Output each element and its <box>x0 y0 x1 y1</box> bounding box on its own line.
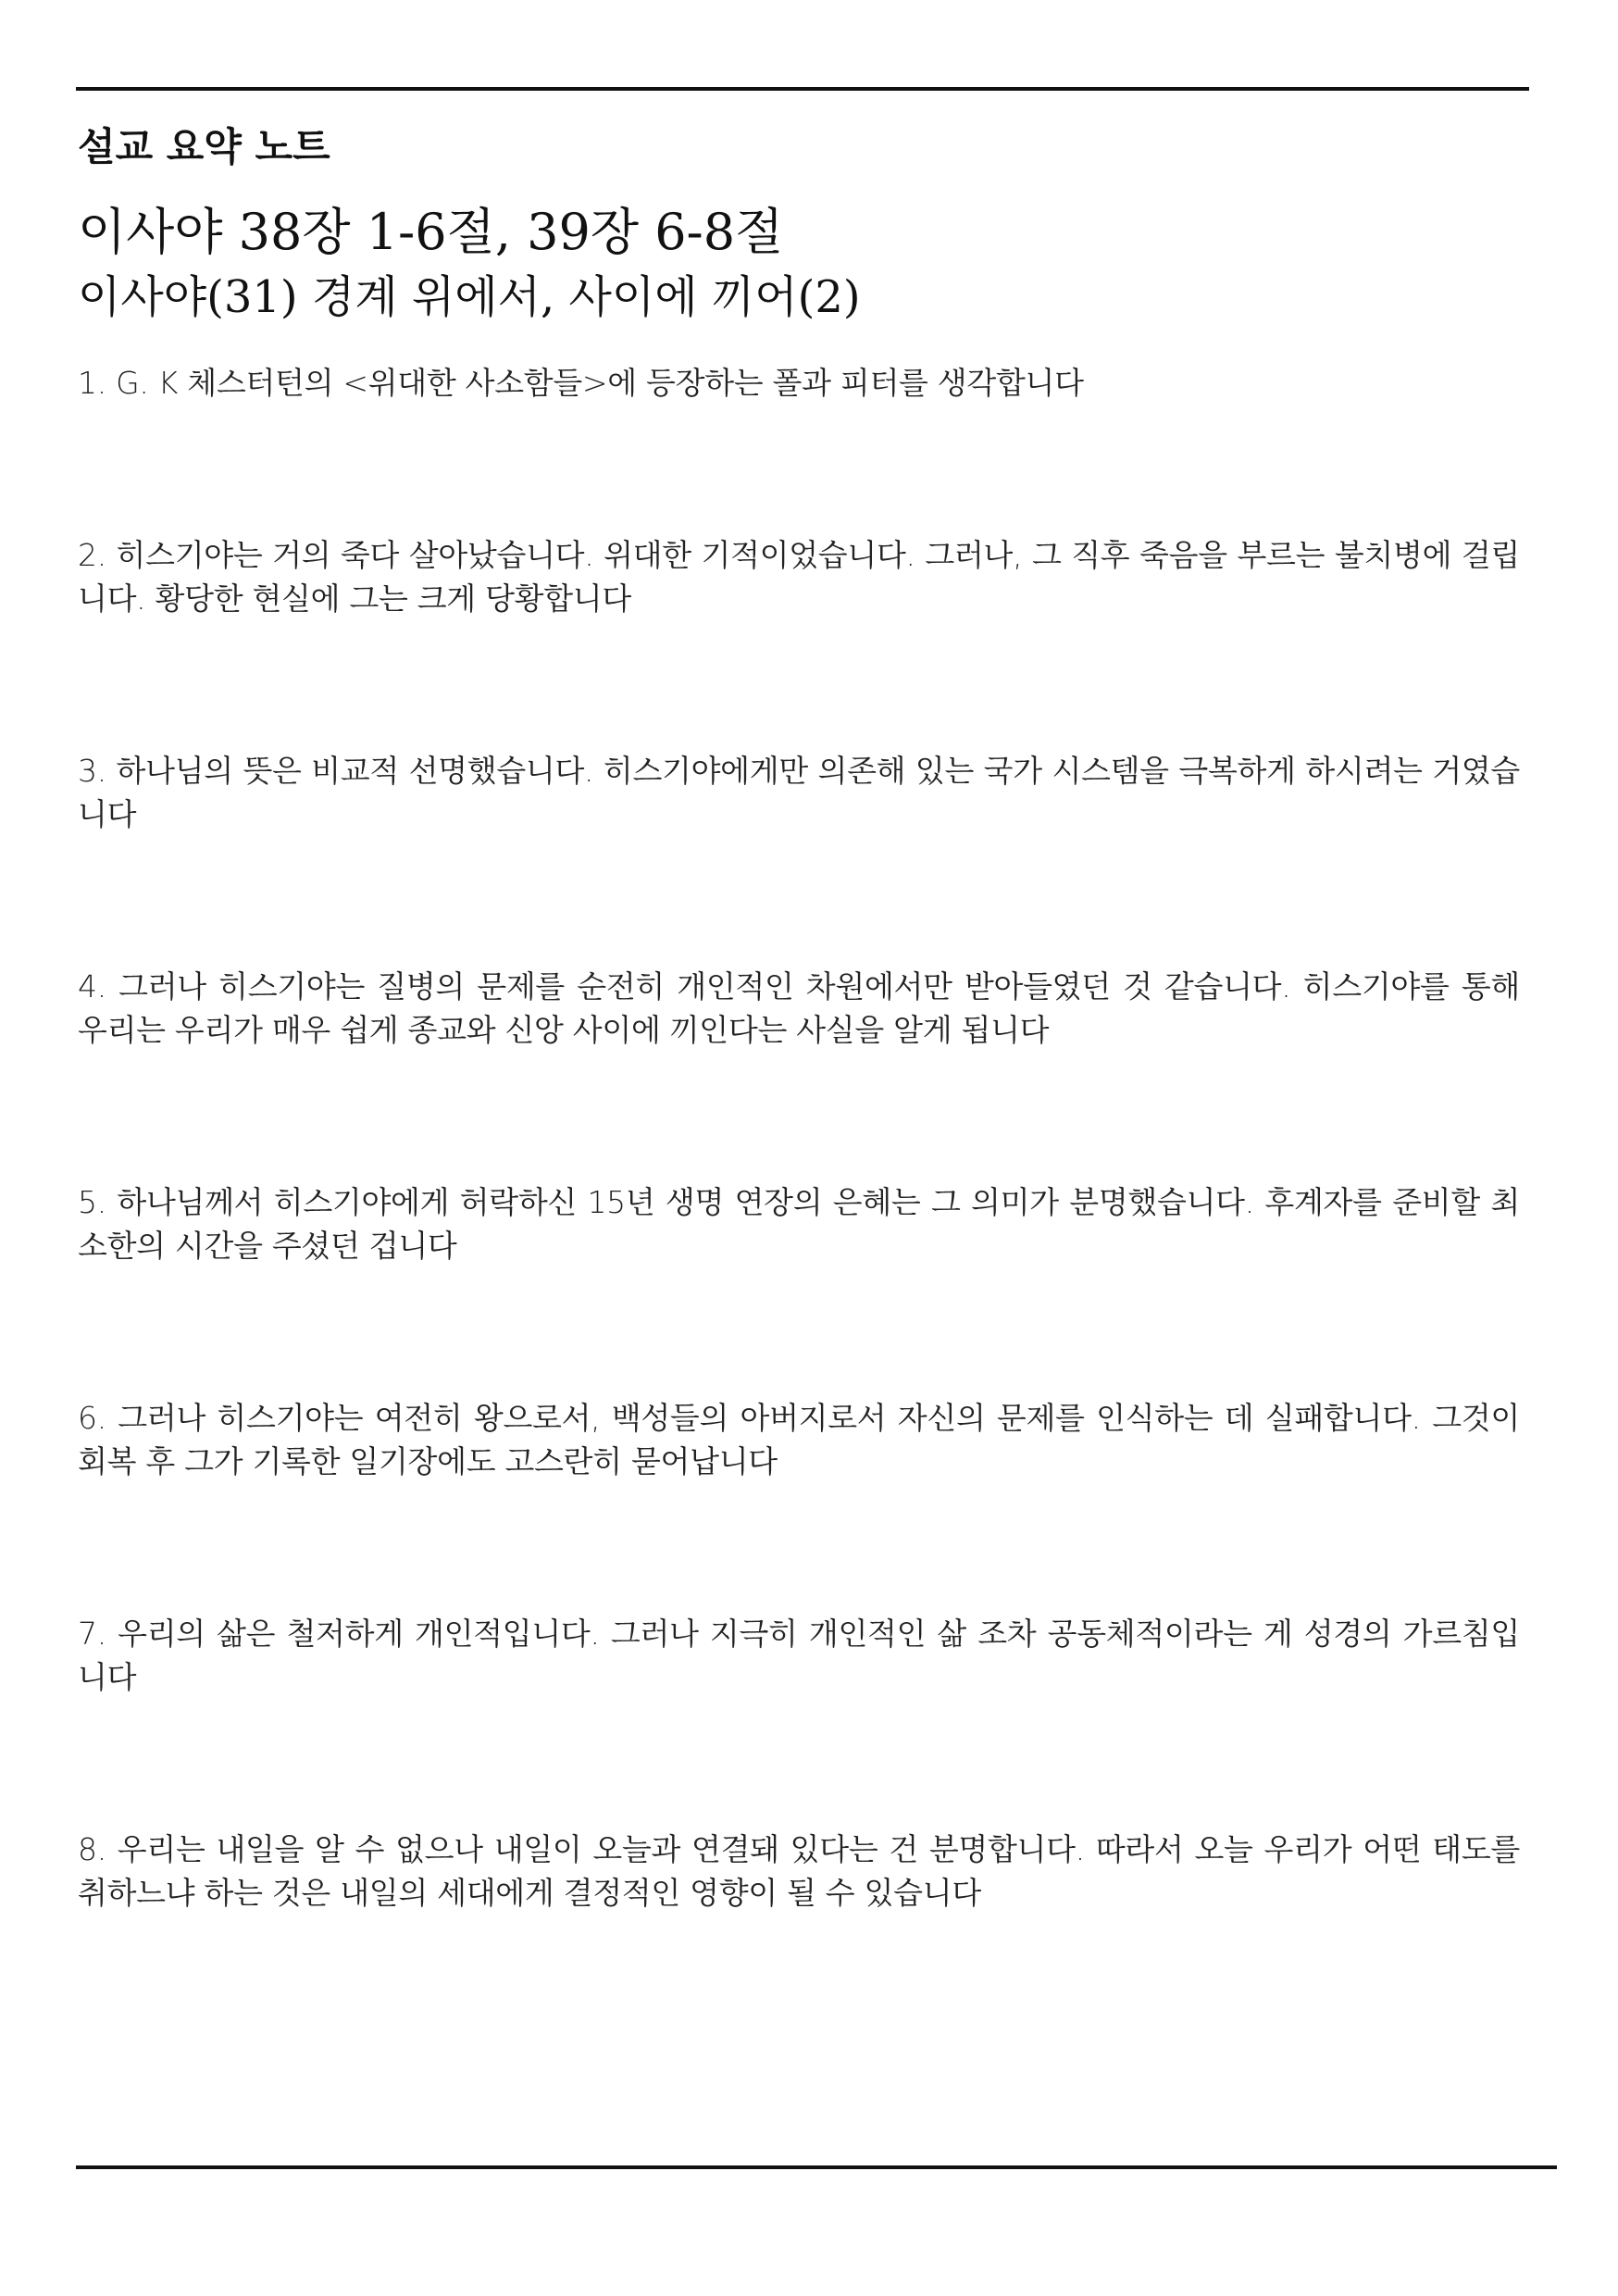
summary-point: 6. 그러나 히스기야는 여전히 왕으로서, 백성들의 아버지로서 자신의 문제를 인식하는 데 실패합니다. 그것이 회복 후 그가 기록한 일기장에도 고스란히 묻어납니다 <box>78 1400 1520 1479</box>
summary-point: 3. 하나님의 뜻은 비교적 선명했습니다. 히스기야에게만 의존해 있는 국가 시스템을 극복하게 하시려는 거였습니다 <box>78 753 1520 832</box>
summary-point: 7. 우리의 삶은 철저하게 개인적입니다. 그러나 지극히 개인적인 삶 조차 공동체적이라는 게 성경의 가르침입니다 <box>78 1616 1520 1695</box>
summary-point: 5. 하나님께서 히스기야에게 허락하신 15년 생명 연장의 은혜는 그 의미가 분명했습니다. 후계자를 준비할 최소한의 시간을 주셨던 겁니다 <box>78 1184 1520 1264</box>
summary-point: 8. 우리는 내일을 알 수 없으나 내일이 오늘과 연결돼 있다는 건 분명합니다. 따라서 오늘 우리가 어떤 태도를 취하느냐 하는 것은 내일의 세대에게 결정적인 영향이 될 수 있습니다 <box>78 1831 1520 1911</box>
page-subtitle: 이사야(31) 경계 위에서, 사이에 끼어(2) <box>78 271 861 323</box>
summary-point: 4. 그러나 히스기야는 질병의 문제를 순전히 개인적인 차원에서만 받아들였던 것 같습니다. 히스기야를 통해 우리는 우리가 매우 쉽게 종교와 신앙 사이에 끼인다는 사실을 알게 됩니다 <box>78 968 1520 1048</box>
summary-point: 1. G. K 체스터턴의 <위대한 사소함들>에 등장하는 폴과 피터를 생각합니다 <box>78 365 1084 401</box>
top-rule <box>76 87 1529 91</box>
bottom-rule <box>76 2165 1557 2169</box>
summary-points-list <box>78 361 1520 2043</box>
page-title: 이사야 38장 1-6절, 39장 6-8절 <box>78 203 784 261</box>
summary-point: 2. 히스기야는 거의 죽다 살아났습니다. 위대한 기적이었습니다. 그러나, 그 직후 죽음을 부르는 불치병에 걸립니다. 황당한 현실에 그는 크게 당황합니다 <box>78 537 1520 617</box>
document-label: 설교 요약 노트 <box>78 124 330 169</box>
